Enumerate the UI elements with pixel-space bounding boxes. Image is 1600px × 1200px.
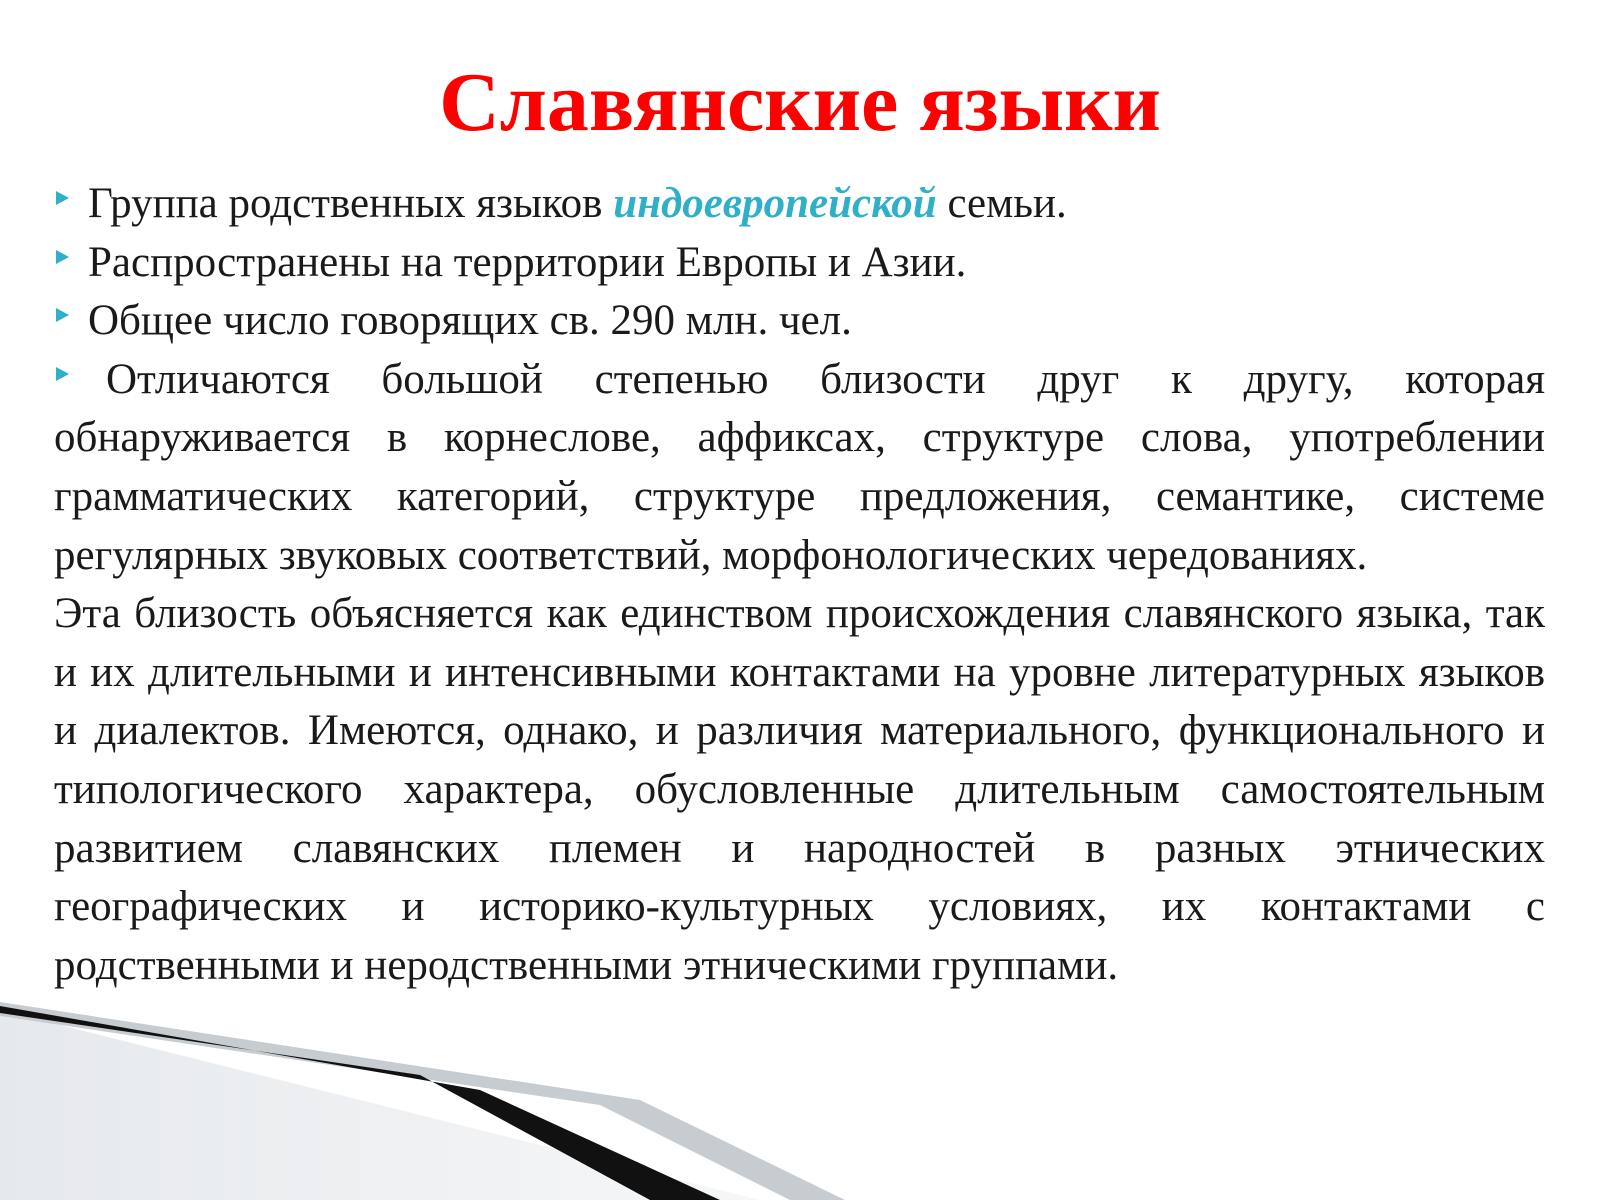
bullet-item-speakers	[54, 292, 1545, 351]
bullet-text: Распространены на территории Европы и Азии.	[88, 238, 967, 286]
slide-content	[54, 175, 1545, 995]
bullet-text: Отличаются большой степенью близости друг к другу, которая обнаруживается в корнеслове, аффиксах, структуре слова, употреблении грамматических категорий, структуре предложения, семантике, системе регулярных звуковых соответствий, морфонологических чередованиях.	[54, 355, 1545, 579]
bullet-text-before: Группа родственных языков	[88, 180, 614, 227]
triangle-bullet-icon	[56, 191, 69, 205]
body-paragraph: Эта близость объясняется как единством происхождения славянского языка, так и их длительными и интенсивными контактами на уровне литературных языков и диалектов. Имеются, однако, и различия материального, функционального и типологического характера, обусловленные длительным самостоятельным развитием славянских племен и народностей в разных этнических географических и историко-культурных условиях, их контактами с родственными и неродственными этническими группами.	[54, 590, 1545, 989]
triangle-bullet-icon	[56, 250, 69, 264]
bullet-item-similarity	[54, 351, 1545, 585]
bullet-item-distribution	[54, 234, 1545, 293]
slide-title: Славянские языки	[439, 56, 1161, 149]
emphasis-term: индоевропейской	[613, 180, 937, 227]
bullet-item-language-group	[54, 175, 1545, 234]
triangle-bullet-icon	[56, 367, 69, 381]
bullet-text: Общее число говорящих св. 290 млн. чел.	[88, 297, 852, 345]
bullet-text-after: семьи.	[936, 180, 1067, 227]
triangle-bullet-icon	[56, 308, 69, 322]
